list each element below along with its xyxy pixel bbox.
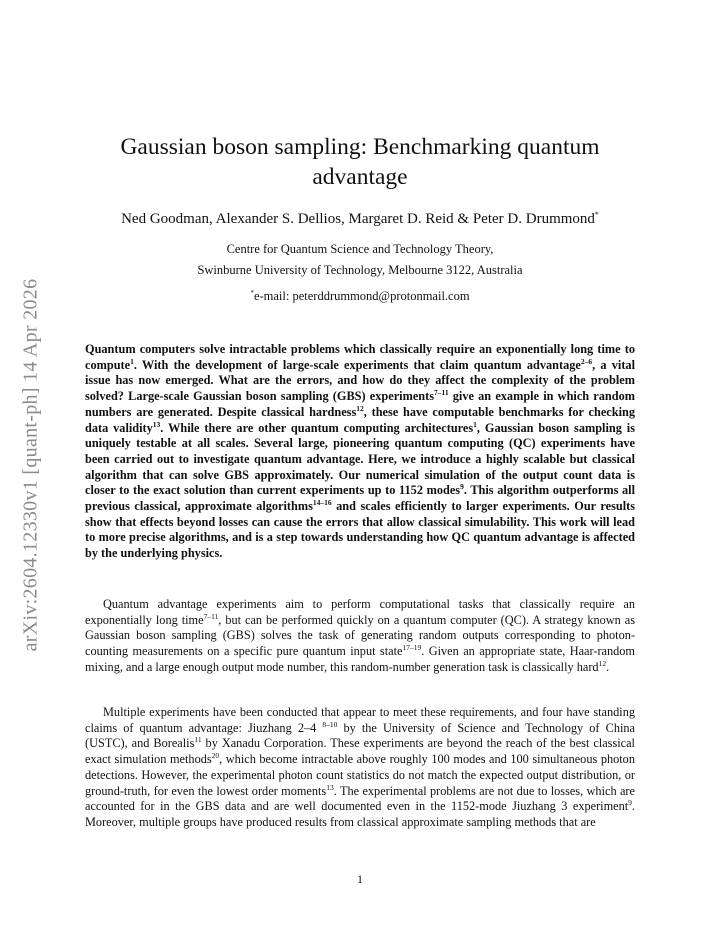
page-number: 1 xyxy=(357,872,363,886)
text-run: . Moreover, multiple groups have produced results from classical approximate sampling methods that are xyxy=(85,799,635,829)
text-run: . This algorithm outperforms all previous classical, approximate algorithms xyxy=(85,483,635,514)
paper-title: Gaussian boson sampling: Benchmarking quantum advantage xyxy=(120,134,600,190)
corresponding-author-mark: * xyxy=(594,210,599,219)
text-run: Multiple experiments have been conducted that appear to meet these requirements, and four have standing claims of quantum advantage: Jiuzhang 2–4 xyxy=(85,705,635,735)
text-run: . xyxy=(606,659,610,674)
text-run: Quantum advantage experiments aim to perform computational tasks that classically require an exponentially long time xyxy=(85,597,635,627)
text-run: . Given an appropriate state, Haar-random mixing, and a large enough output mode number, this random-number generation task is classically hard xyxy=(85,644,636,674)
text-run: , which become intractable above roughly 100 modes and 100 simultaneous photon detections. However, the experimental photon count statistics do not match the expected output distribution, or ground-truth, for even the lowest order moments xyxy=(85,752,635,798)
text-run: . While there are other quantum computing architectures xyxy=(160,420,474,435)
affiliation-line-1: Centre for Quantum Science and Technology Theory, xyxy=(226,242,494,256)
email-mark: * xyxy=(250,289,254,297)
text-run: and scales efficiently to larger experiments. Our results show that effects beyond losses can cause the errors that allow classical simulability. This work will lead to more precise algorithms, and is a step towards understanding how QC quantum advantage is affected by the underlying physics. xyxy=(85,499,635,561)
citation-ref: 8–10 xyxy=(322,719,338,729)
text-run: , these have computable benchmarks for checking data validity xyxy=(85,404,635,435)
text-run: by the University of Science and Technology of China (USTC), and Borealis xyxy=(85,720,635,751)
intro-paragraph-1 xyxy=(85,597,635,676)
text-run: . With the development of large-scale experiments that claim quantum advantage xyxy=(133,357,581,372)
citation-ref: 9 xyxy=(460,482,464,492)
author-names: Ned Goodman, Alexander S. Dellios, Margaret D. Reid & Peter D. Drummond xyxy=(121,211,595,227)
citation-ref: 9 xyxy=(628,798,632,808)
text-run: , Gaussian boson sampling is uniquely testable at all scales. Several large, pioneering quantum computing (QC) experiments have been carried out to investigate quantum advantage. Here, we introduce a highly scalable but classical algorithm that can solve GBS approximately. Our numerical simulation of the output count data is closer to the exact solution than current experiments up to 1152 modes xyxy=(85,420,636,498)
text-run: . The experimental problems are not due to losses, which are accounted for in the GBS data and are well documented even in the 1152-mode Jiuzhang 3 experiment xyxy=(85,783,635,814)
citation-ref: 7–11 xyxy=(434,388,449,398)
citation-ref: 13 xyxy=(326,782,334,792)
contact-email xyxy=(60,289,660,304)
arxiv-identifier-text: arXiv:2604.12330v1 [quant-ph] 14 Apr 2026 xyxy=(19,278,42,652)
citation-ref: 13 xyxy=(152,419,161,429)
citation-ref: 7–11 xyxy=(203,611,219,621)
citation-ref: 2–6 xyxy=(580,356,593,366)
citation-ref: 11 xyxy=(194,735,202,745)
citation-ref: 17–19 xyxy=(402,643,422,653)
citation-ref: 12 xyxy=(356,403,364,413)
text-run: give an example in which random numbers are generated. Despite classical hardness xyxy=(85,389,635,419)
citation-ref: 14–16 xyxy=(312,498,332,508)
arxiv-identifier xyxy=(20,246,42,684)
text-run: , a vital issue has now emerged. What are the errors, and how do they affect the complexity of the problem solved? Large-scale Gaussian boson sampling (GBS) experiments xyxy=(85,357,635,404)
text-run: Quantum computers solve intractable problems which classically require an exponentially long time to compute xyxy=(85,342,635,372)
intro-paragraph-2 xyxy=(85,705,635,831)
author-list xyxy=(60,210,660,228)
citation-ref: 1 xyxy=(130,356,134,366)
citation-ref: 20 xyxy=(211,751,220,761)
abstract xyxy=(85,342,635,562)
email-text: e-mail: peterddrummond@protonmail.com xyxy=(253,289,470,303)
affiliation-line-2: Swinburne University of Technology, Melbourne 3122, Australia xyxy=(197,263,523,277)
citation-ref: 1 xyxy=(473,419,477,429)
text-run: , but can be performed quickly on a quantum computer (QC). A strategy known as Gaussian boson sampling (GBS) solves the task of generating random outputs corresponding to photon-counting measurements on a specific pure quantum input state xyxy=(85,612,635,659)
citation-ref: 12 xyxy=(598,658,607,668)
text-run: by Xanadu Corporation. These experiments are beyond the reach of the best classical exact simulation methods xyxy=(85,736,635,767)
